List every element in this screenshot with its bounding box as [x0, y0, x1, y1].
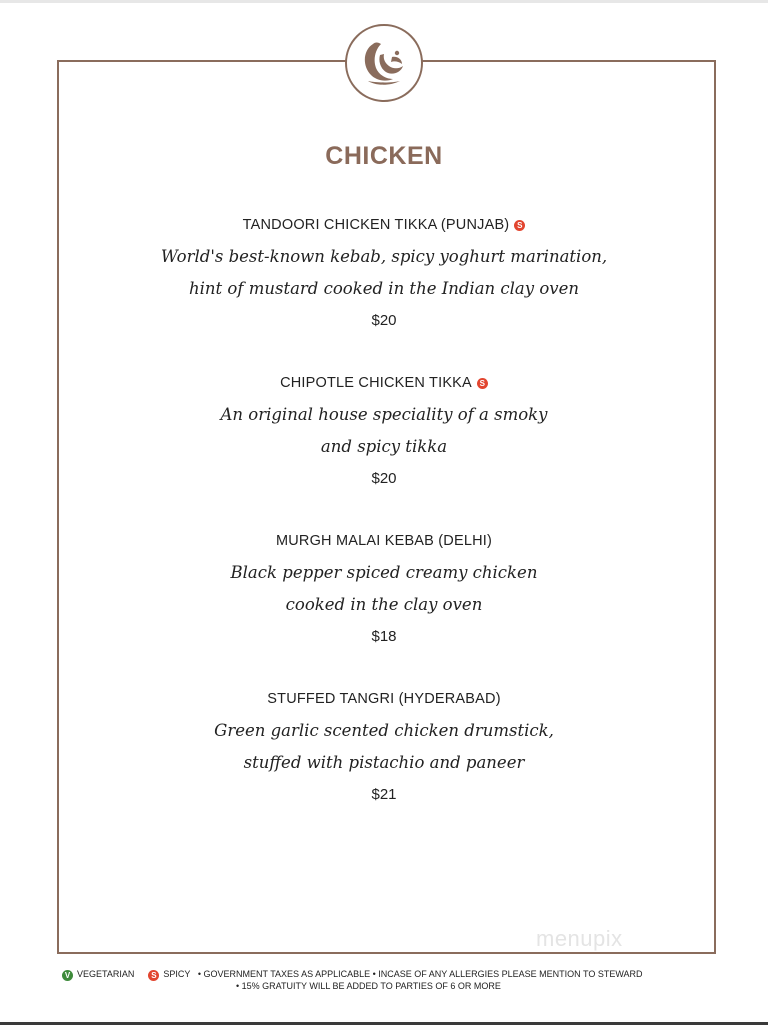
dish-name-row	[0, 531, 768, 551]
dish-description	[0, 557, 768, 621]
spicy-badge-icon: S	[514, 220, 525, 231]
dish-price: $18	[371, 628, 397, 645]
menu-item	[0, 373, 768, 489]
spicy-label: SPICY	[163, 969, 191, 979]
dish-description-line: cooked in the clay oven	[285, 595, 483, 614]
vegetarian-badge-icon: V	[62, 970, 73, 981]
dish-name: STUFFED TANGRI (HYDERABAD)	[267, 691, 501, 707]
dish-name: CHIPOTLE CHICKEN TIKKA	[280, 375, 472, 391]
footer-note-taxes: • GOVERNMENT TAXES AS APPLICABLE • INCASE OF ANY ALLERGIES PLEASE MENTION TO STEWARD	[197, 969, 643, 979]
dish-name-row	[0, 373, 768, 393]
vegetarian-label: VEGETARIAN	[77, 969, 135, 979]
footer-note-gratuity: • 15% GRATUITY WILL BE ADDED TO PARTIES OF 6 OR MORE	[236, 981, 501, 991]
watermark: menupix	[536, 926, 623, 951]
dish-price: $20	[371, 470, 397, 487]
menu-item	[0, 689, 768, 805]
footer-line	[62, 967, 643, 981]
brand-logo	[345, 24, 423, 102]
top-rule	[0, 0, 768, 3]
spicy-legend-icon: S	[148, 970, 159, 981]
dish-description-line: stuffed with pistachio and paneer	[243, 753, 525, 772]
dish-name: TANDOORI CHICKEN TIKKA (PUNJAB)	[242, 217, 510, 233]
menu-frame	[57, 60, 716, 954]
dish-price: $20	[371, 312, 397, 329]
dish-description-line: and spicy tikka	[320, 437, 448, 456]
dish-description-line: An original house speciality of a smoky	[220, 405, 548, 424]
dish-description-line: Black pepper spiced creamy chicken	[230, 563, 538, 582]
section-title: CHICKEN	[325, 142, 443, 170]
dish-name-row	[0, 215, 768, 235]
dish-description	[0, 715, 768, 779]
dish-price: $21	[371, 786, 397, 803]
dish-description	[0, 399, 768, 463]
dish-description	[0, 241, 768, 305]
spicy-badge-icon: S	[477, 378, 488, 389]
dish-name: MURGH MALAI KEBAB (DELHI)	[275, 533, 493, 549]
menu-item	[0, 215, 768, 331]
brand-swirl-logo-icon	[356, 35, 412, 91]
dish-description-line: Green garlic scented chicken drumstick,	[214, 721, 554, 740]
dish-description-line: World's best-known kebab, spicy yoghurt marination,	[160, 247, 608, 266]
dish-description-line: hint of mustard cooked in the Indian clay oven	[189, 279, 579, 298]
dish-name-row	[0, 689, 768, 709]
menu-item	[0, 531, 768, 647]
